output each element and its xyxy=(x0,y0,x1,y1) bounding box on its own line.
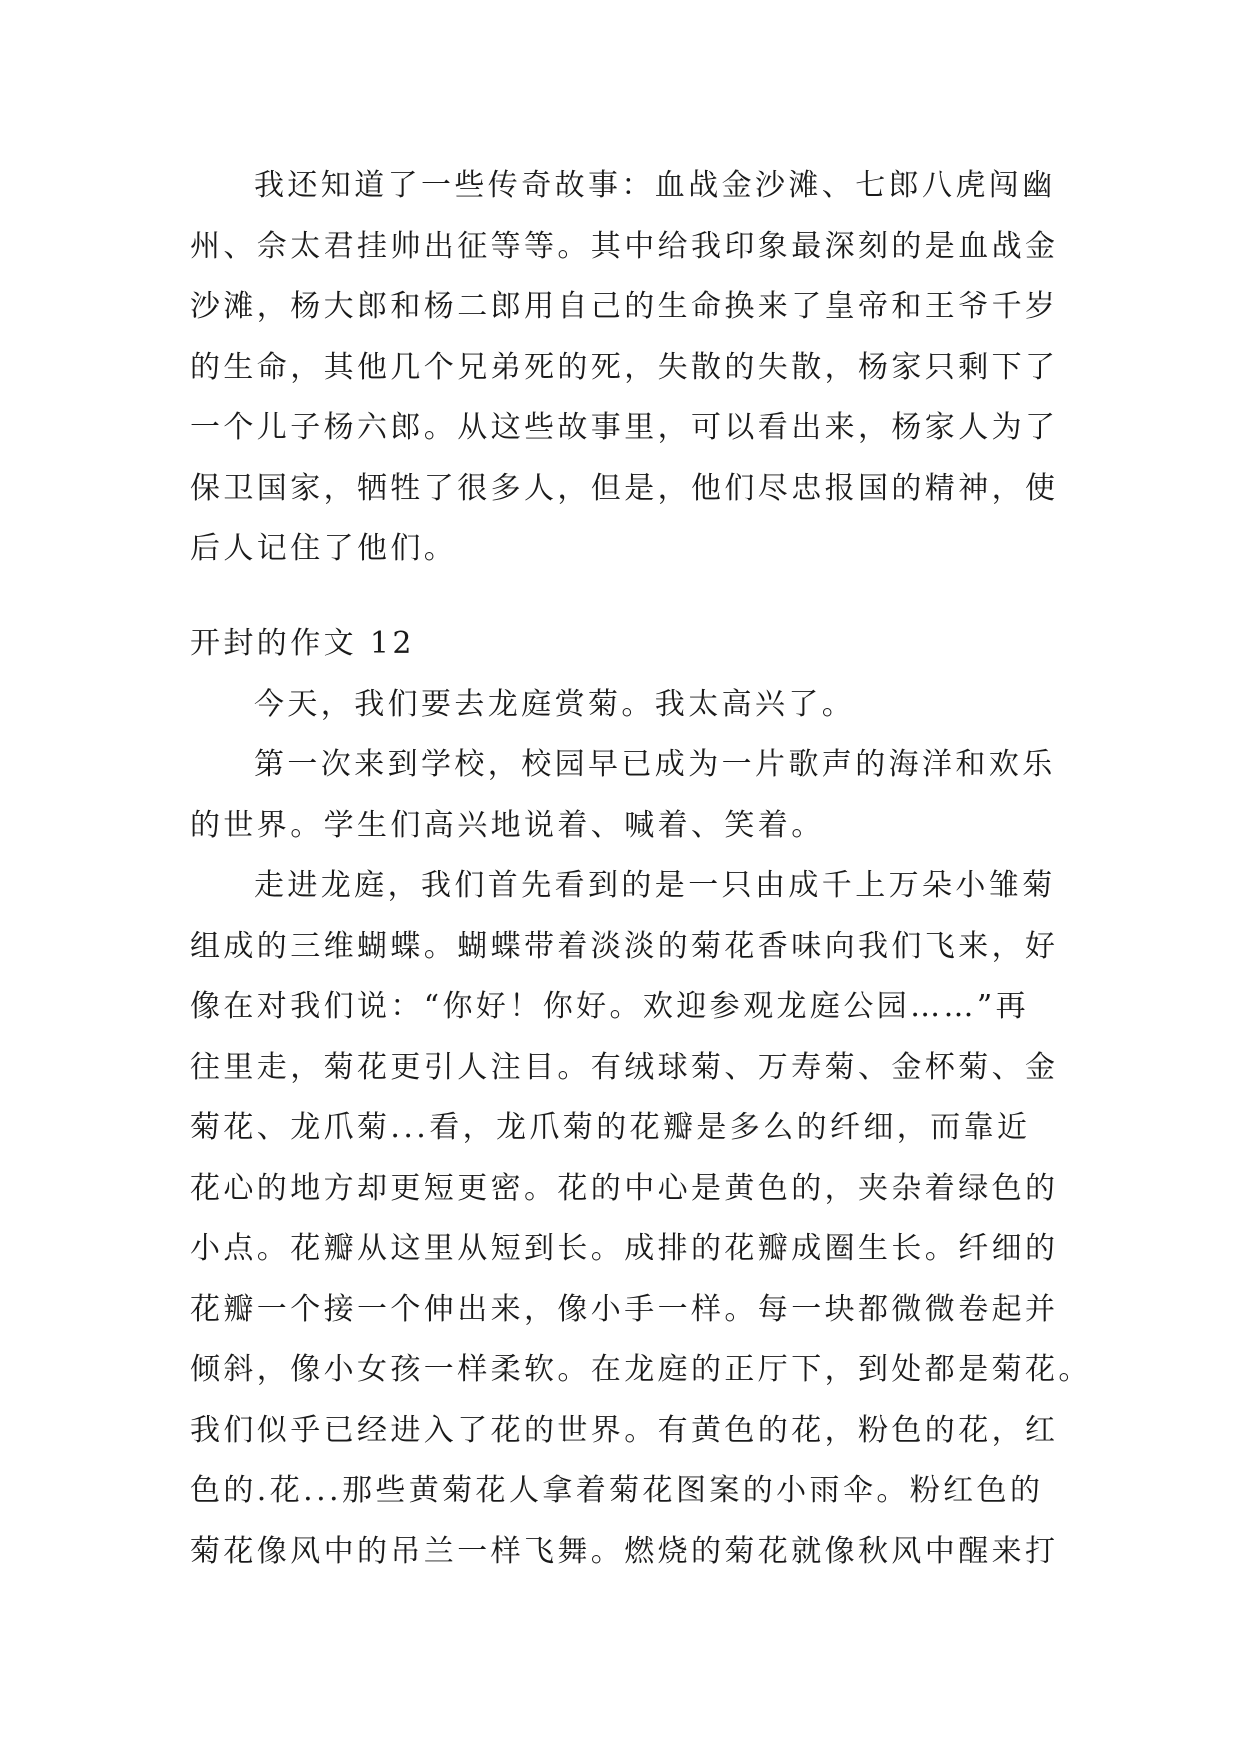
text-line: 菊花像风中的吊兰一样飞舞。燃烧的菊花就像秋风中醒来打 xyxy=(190,1533,1059,1569)
text-line: 组成的三维蝴蝶。蝴蝶带着淡淡的菊花香味向我们飞来，好 xyxy=(190,928,1059,964)
text-line: 花瓣一个接一个伸出来，像小手一样。每一块都微微卷起并 xyxy=(190,1291,1059,1327)
text-line: 一个儿子杨六郎。从这些故事里，可以看出来，杨家人为了 xyxy=(190,410,1059,445)
text-line: 的世界。学生们高兴地说着、喊着、笑着。 xyxy=(190,807,825,843)
text-line: 的生命，其他几个兄弟死的死，失散的失散，杨家只剩下了 xyxy=(190,349,1059,385)
text-line: 我们似乎已经进入了花的世界。有黄色的花，粉色的花，红 xyxy=(190,1412,1059,1448)
text-line: 色的.花...那些黄菊花人拿着菊花图案的小雨伞。粉红色的 xyxy=(190,1473,1044,1508)
text-line: 像在对我们说：“你好！你好。欢迎参观龙庭公园……”再 xyxy=(190,989,1030,1024)
section-1-paragraph xyxy=(190,156,1059,580)
section-2 xyxy=(190,614,1092,1582)
section-heading: 开封的作文 12 xyxy=(190,626,415,661)
text-line: 花心的地方却更短更密。花的中心是黄色的，夹杂着绿色的 xyxy=(190,1170,1059,1206)
text-line: 小点。花瓣从这里从短到长。成排的花瓣成圈生长。纤细的 xyxy=(190,1231,1059,1266)
text-line: 后人记住了他们。 xyxy=(190,531,458,566)
text-line: 我还知道了一些传奇故事：血战金沙滩、七郎八虎闯幽 xyxy=(254,168,1056,203)
text-line: 州、佘太君挂帅出征等等。其中给我印象最深刻的是血战金 xyxy=(190,228,1059,264)
text-line: 走进龙庭，我们首先看到的是一只由成千上万朵小雏菊 xyxy=(254,868,1056,903)
text-line: 沙滩，杨大郎和杨二郎用自己的生命换来了皇帝和王爷千岁 xyxy=(190,289,1059,324)
text-line: 倾斜，像小女孩一样柔软。在龙庭的正厅下，到处都是菊花。 xyxy=(190,1352,1092,1387)
text-line: 今天，我们要去龙庭赏菊。我太高兴了。 xyxy=(254,686,856,722)
text-line: 保卫国家，牺牲了很多人，但是，他们尽忠报国的精神，使 xyxy=(190,470,1059,506)
text-line: 菊花、龙爪菊...看，龙爪菊的花瓣是多么的纤细，而靠近 xyxy=(190,1110,1031,1145)
text-line: 往里走，菊花更引人注目。有绒球菊、万寿菊、金杯菊、金 xyxy=(190,1049,1059,1085)
text-line: 第一次来到学校，校园早已成为一片歌声的海洋和欢乐 xyxy=(254,747,1056,782)
